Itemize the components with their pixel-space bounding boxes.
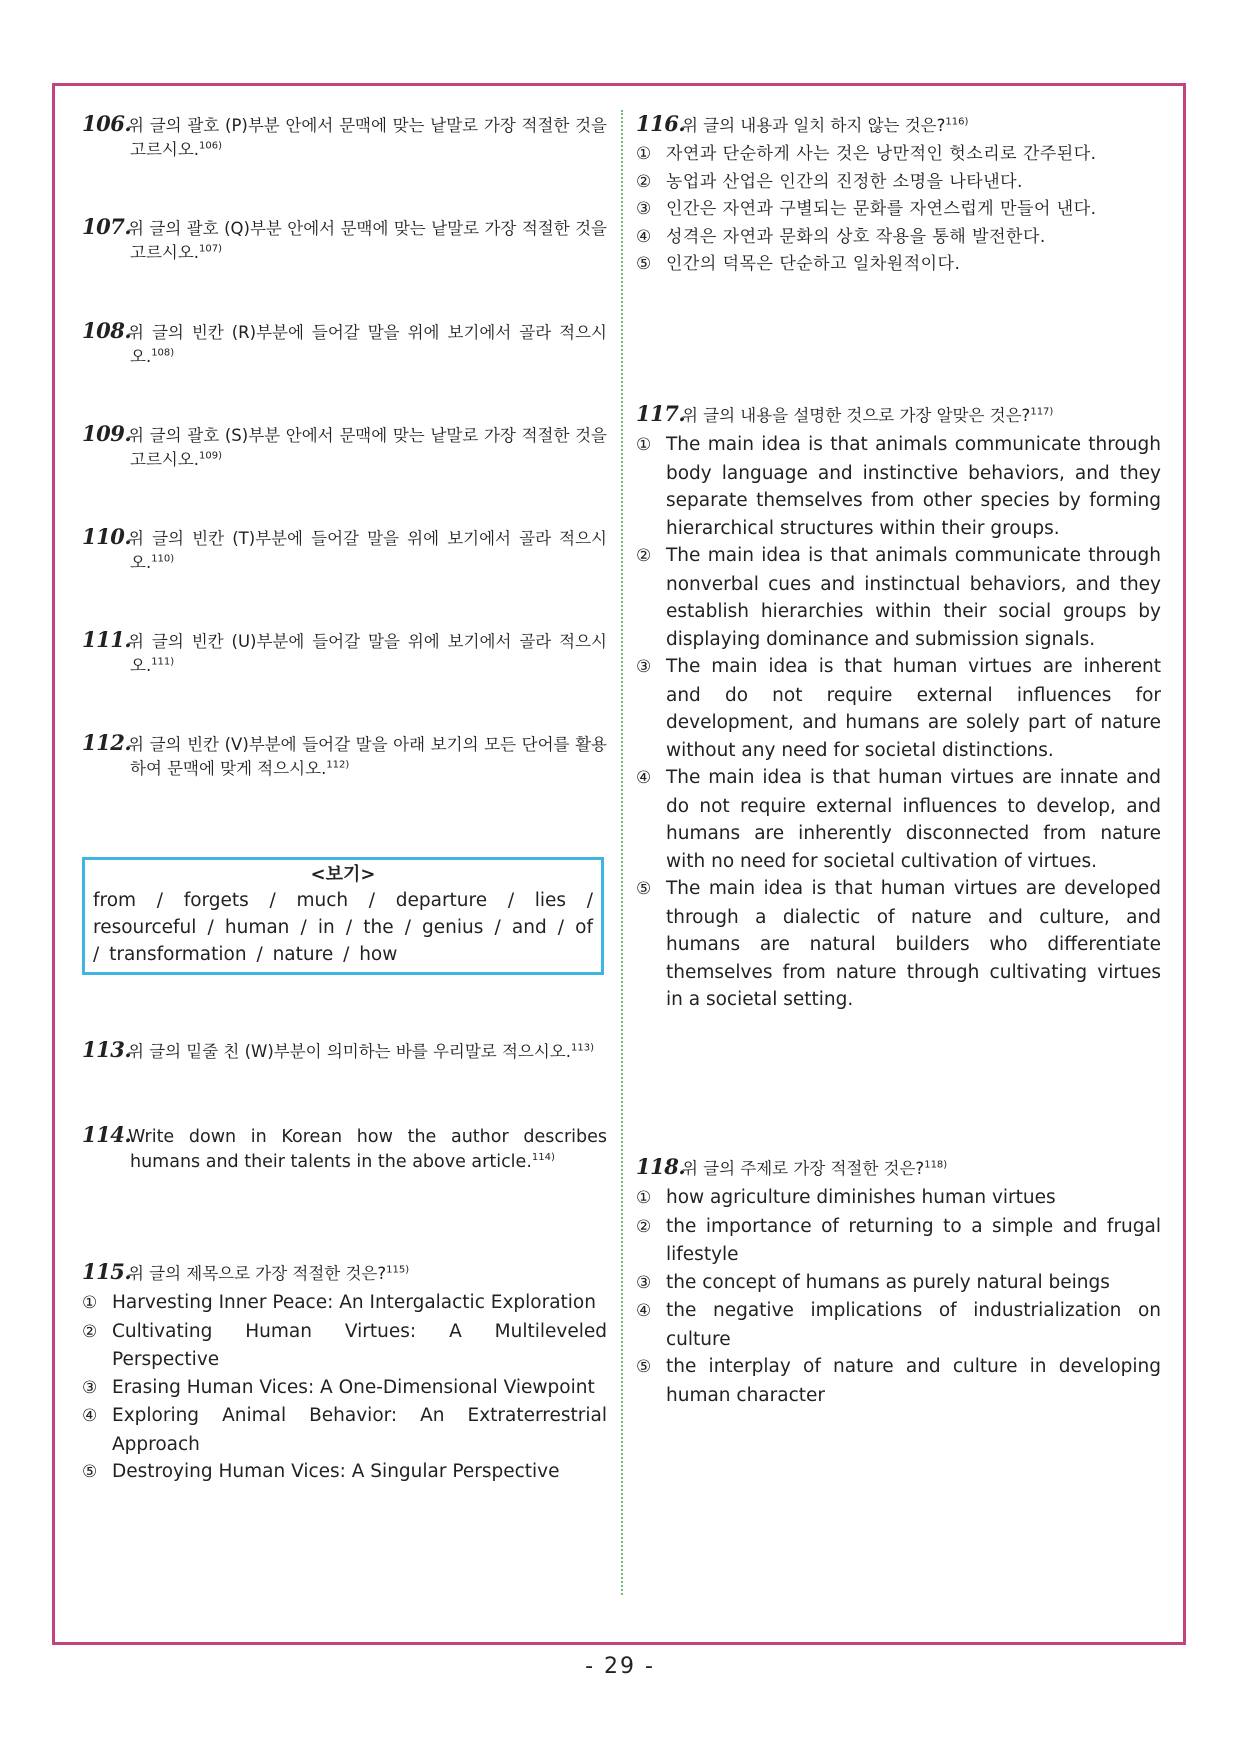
option-4[interactable]: ④ Exploring Animal Behavior: An Extraterrestrial Approach <box>82 1405 607 1455</box>
question-text: 위 글의 빈칸 (U)부분에 들어갈 말을 위에 보기에서 골라 적으시오. <box>128 632 607 675</box>
option-3[interactable]: ③ Erasing Human Vices: A One-Dimensional Viewpoint <box>82 1376 595 1398</box>
question-115: 115.위 글의 제목으로 가장 적절한 것은?$^{115)}$ ① Harvesting Inner Peace: An Intergalactic Exploration ② Cultivating Human Virtues: A Multileveled Perspective ③ Erasing Human Vices: A One-Dimensional Viewpoint ④ Exploring Animal Behavior: An Extraterrestrial Approach ⑤ Destroying Human Vices: A Singular Perspective <box>82 1260 607 1487</box>
question-text: 위 글의 밑줄 친 (W)부분이 의미하는 바를 우리말로 적으시오. <box>128 1042 571 1061</box>
question-text: Write down in Korean how the author describes humans and their talents in the above article. <box>128 1127 607 1172</box>
question-117: 117.위 글의 내용을 설명한 것으로 가장 알맞은 것은?$^{117)}$ ① The main idea is that animals communicate through body language and instinctive behaviors, and they separate themselves from other species by forming hierarchical structures within their groups. ② The main idea is that animals communicate through nonverbal cues and instinctual behaviors, and they establish hierarchies within their social groups by displaying dominance and submission signals. ③ The main idea is that human virtues are inherent and do not require external influences for development, and humans are solely part of nature without any need for societal distinctions. ④ The main idea is that human virtues are innate and do not require external influences to develop, and humans are inherently disconnected from nature with no need for societal cultivation of virtues. ⑤ The main idea is that human virtues are developed through a dialectic of nature and culture, and humans are natural builders who differentiate themselves from nature through cultivating virtues in a societal setting. <box>636 402 1161 1014</box>
option-1[interactable]: ① 자연과 단순하게 사는 것은 낭만적인 헛소리로 간주된다. <box>636 144 1097 164</box>
question-text: 위 글의 내용을 설명한 것으로 가장 알맞은 것은? <box>682 406 1031 425</box>
option-1[interactable]: ① Harvesting Inner Peace: An Intergalactic Exploration <box>82 1292 596 1313</box>
question-text: 위 글의 괄호 (S)부분 안에서 문맥에 맞는 낱말로 가장 적절한 것을 고르시오. <box>128 426 607 469</box>
question-112: 112.위 글의 빈칸 (V)부분에 들어갈 말을 아래 보기의 모든 단어를 활용하여 문맥에 맞게 적으시오.$^{112)}$ <box>82 730 607 778</box>
option-5[interactable]: ⑤ Destroying Human Vices: A Singular Perspective <box>82 1461 560 1482</box>
option-5[interactable]: ⑤ the interplay of nature and culture in developing human character <box>636 1356 1161 1406</box>
question-113: 113.위 글의 밑줄 친 (W)부분이 의미하는 바를 우리말로 적으시오.$^{113)}$ <box>82 1037 594 1062</box>
question-text: 위 글의 빈칸 (R)부분에 들어갈 말을 위에 보기에서 골라 적으시오. <box>128 323 607 366</box>
option-1[interactable]: ① The main idea is that animals communicate through body language and instinctive behaviors, and they separate themselves from other species by forming hierarchical structures within their groups. <box>636 434 1161 539</box>
question-106: 106.위 글의 괄호 (P)부분 안에서 문맥에 맞는 낱말로 가장 적절한 것을 고르시오.$^{106)}$ <box>82 111 607 159</box>
question-text: 위 글의 주제로 가장 적절한 것은? <box>682 1159 925 1178</box>
bogi-words: from / forgets / much / departure / lies / resourceful / human / in / the / genius / and / of / transformation / nature / how <box>93 890 593 965</box>
column-divider <box>621 110 623 1595</box>
question-111: 111.위 글의 빈칸 (U)부분에 들어갈 말을 위에 보기에서 골라 적으시오.$^{111)}$ <box>82 627 607 675</box>
option-2[interactable]: ② Cultivating Human Virtues: A Multileveled Perspective <box>82 1320 607 1370</box>
bogi-title: <보기> <box>310 864 376 885</box>
question-108: 108.위 글의 빈칸 (R)부분에 들어갈 말을 위에 보기에서 골라 적으시오.$^{108)}$ <box>82 318 607 366</box>
option-3[interactable]: ③ the concept of humans as purely natural beings <box>636 1271 1110 1293</box>
question-text: 위 글의 괄호 (Q)부분 안에서 문맥에 맞는 낱말로 가장 적절한 것을 고르시오. <box>128 219 607 262</box>
option-4[interactable]: ④ the negative implications of industrialization on culture <box>636 1300 1161 1350</box>
option-4[interactable]: ④ The main idea is that human virtues are innate and do not require external influences to develop, and humans are inherently disconnected from nature with no need for societal cultivation of virtues. <box>636 767 1161 872</box>
question-text: 위 글의 제목으로 가장 적절한 것은? <box>128 1264 387 1283</box>
question-text: 위 글의 내용과 일치 하지 않는 것은? <box>682 116 946 135</box>
option-2[interactable]: ② the importance of returning to a simple and frugal lifestyle <box>636 1215 1161 1265</box>
question-text: 위 글의 빈칸 (V)부분에 들어갈 말을 아래 보기의 모든 단어를 활용하여 문맥에 맞게 적으시오. <box>128 735 607 778</box>
page-number: - 29 - <box>585 1654 655 1679</box>
question-114: 114.Write down in Korean how the author describes humans and their talents in the above article.$^{114)}$ <box>82 1122 607 1172</box>
option-5[interactable]: ⑤ 인간의 덕목은 단순하고 일차원적이다. <box>636 254 961 274</box>
question-text: 위 글의 빈칸 (T)부분에 들어갈 말을 위에 보기에서 골라 적으시오. <box>128 529 607 572</box>
question-110: 110.위 글의 빈칸 (T)부분에 들어갈 말을 위에 보기에서 골라 적으시오.$^{110)}$ <box>82 524 607 572</box>
question-text: 위 글의 괄호 (P)부분 안에서 문맥에 맞는 낱말로 가장 적절한 것을 고르시오. <box>128 116 607 159</box>
option-2[interactable]: ② 농업과 산업은 인간의 진정한 소명을 나타낸다. <box>636 171 1023 192</box>
bogi-box <box>82 857 604 975</box>
option-3[interactable]: ③ The main idea is that human virtues are inherent and do not require external influences for development, and humans are solely part of nature without any need for societal distinctions. <box>636 656 1161 761</box>
question-109: 109.위 글의 괄호 (S)부분 안에서 문맥에 맞는 낱말로 가장 적절한 것을 고르시오.$^{109)}$ <box>82 421 607 469</box>
question-116: 116.위 글의 내용과 일치 하지 않는 것은?$^{116)}$ ① 자연과 단순하게 사는 것은 낭만적인 헛소리로 간주된다. ② 농업과 산업은 인간의 진정한 소명을 나타낸다. ③ 인간은 자연과 구별되는 문화를 자연스럽게 만들어 낸다. ④ 성격은 자연과 문화의 상호 작용을 통해 발전한다. ⑤ 인간의 덕목은 단순하고 일차원적이다. <box>636 112 1161 279</box>
option-3[interactable]: ③ 인간은 자연과 구별되는 문화를 자연스럽게 만들어 낸다. <box>636 199 1097 219</box>
option-2[interactable]: ② The main idea is that animals communicate through nonverbal cues and instinctual behaviors, and they establish hierarchies within their social groups by displaying dominance and submission signals. <box>636 545 1161 650</box>
question-107: 107.위 글의 괄호 (Q)부분 안에서 문맥에 맞는 낱말로 가장 적절한 것을 고르시오.$^{107)}$ <box>82 214 607 262</box>
question-118: 118.위 글의 주제로 가장 적절한 것은?$^{118)}$ ① how agriculture diminishes human virtues ② the importance of returning to a simple and frugal lifestyle ③ the concept of humans as purely natural beings ④ the negative implications of industrialization on culture ⑤ the interplay of nature and culture in developing human character <box>636 1155 1161 1409</box>
option-4[interactable]: ④ 성격은 자연과 문화의 상호 작용을 통해 발전한다. <box>636 226 1046 247</box>
option-1[interactable]: ① how agriculture diminishes human virtues <box>636 1187 1056 1208</box>
option-5[interactable]: ⑤ The main idea is that human virtues are developed through a dialectic of nature and culture, and humans are natural builders who differentiate themselves from nature through cultivating virtues in a societal setting. <box>636 878 1161 1010</box>
